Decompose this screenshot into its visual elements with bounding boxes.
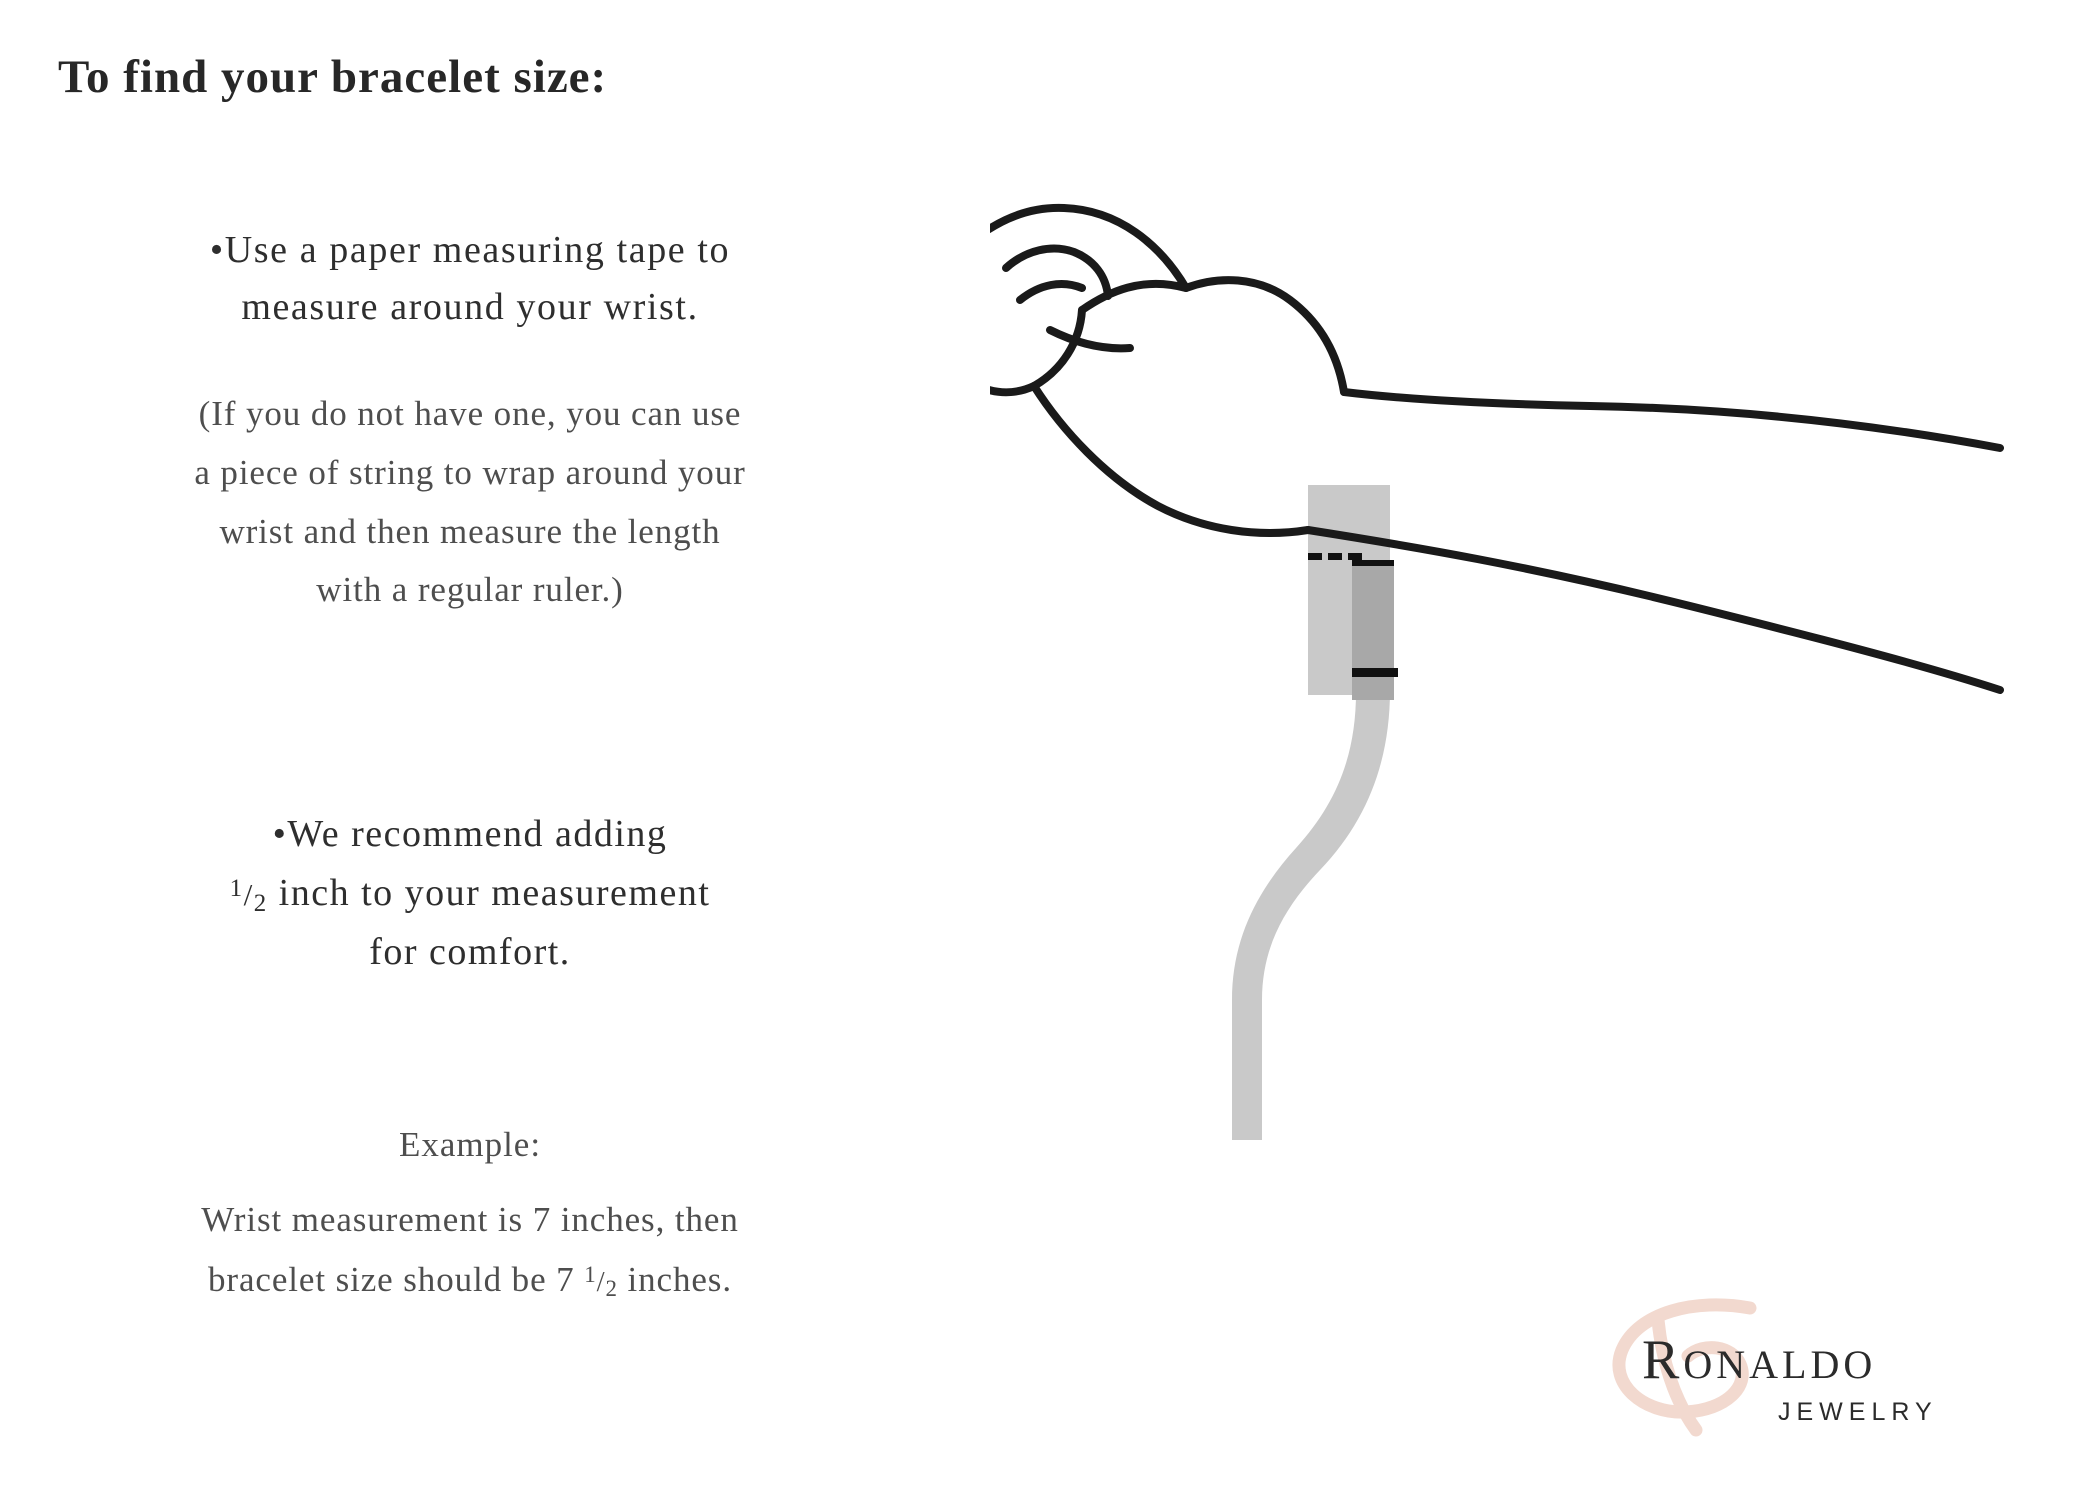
hand-illustration-container (990, 0, 2100, 1500)
instruction-bullet-two (10, 805, 930, 982)
bullet-two-line-2-suffix: inch to your measurement (267, 871, 711, 914)
instructions-column (0, 0, 990, 1500)
example-line-2 (10, 1250, 930, 1310)
half-fraction-example (584, 1258, 618, 1307)
fraction-denominator: 2 (605, 1276, 618, 1302)
measuring-tape-fold (1352, 565, 1394, 700)
parenthetical-line-3: wrist and then measure the length (219, 511, 721, 551)
bullet-one-line-2: measure around your wrist. (241, 286, 699, 328)
example-line-2-suffix: inches. (617, 1259, 732, 1299)
example-label: Example: (398, 1125, 542, 1164)
brand-logo (1600, 1300, 2040, 1440)
parenthetical-line-2: a piece of string to wrap around your (194, 452, 746, 492)
fraction-numerator: 1 (584, 1262, 597, 1288)
brand-initial: R (1642, 1329, 1684, 1391)
parenthetical-line-4: with a regular ruler.) (316, 570, 624, 610)
bullet-two-line-1: •We recommend adding (272, 813, 668, 855)
fraction-denominator: 2 (253, 890, 268, 918)
bullet-two-line-2 (10, 864, 930, 923)
parenthetical-line-1: (If you do not have one, you can use (198, 394, 742, 433)
example-line-2-prefix: bracelet size should be 7 (208, 1259, 585, 1299)
brand-tagline: JEWELRY (1778, 1398, 1938, 1426)
brand-name (1642, 1328, 1876, 1392)
example-line-1: Wrist measurement is 7 inches, then (201, 1200, 739, 1239)
instruction-bullet-one (10, 222, 930, 336)
hand-with-measuring-tape-icon (990, 0, 2100, 1500)
brand-rest: ONALDO (1683, 1342, 1877, 1387)
page-title: To find your bracelet size: (58, 51, 608, 103)
fraction-numerator: 1 (229, 874, 244, 902)
parenthetical-note (10, 385, 930, 620)
hand-outline (990, 206, 2000, 690)
bullet-two-line-3: for comfort. (369, 930, 571, 973)
example-text (10, 1190, 930, 1309)
bullet-one-line-1: •Use a paper measuring tape to (209, 229, 731, 271)
half-fraction (230, 871, 268, 919)
fraction-slash: / (243, 876, 254, 912)
fraction-slash: / (596, 1265, 606, 1298)
